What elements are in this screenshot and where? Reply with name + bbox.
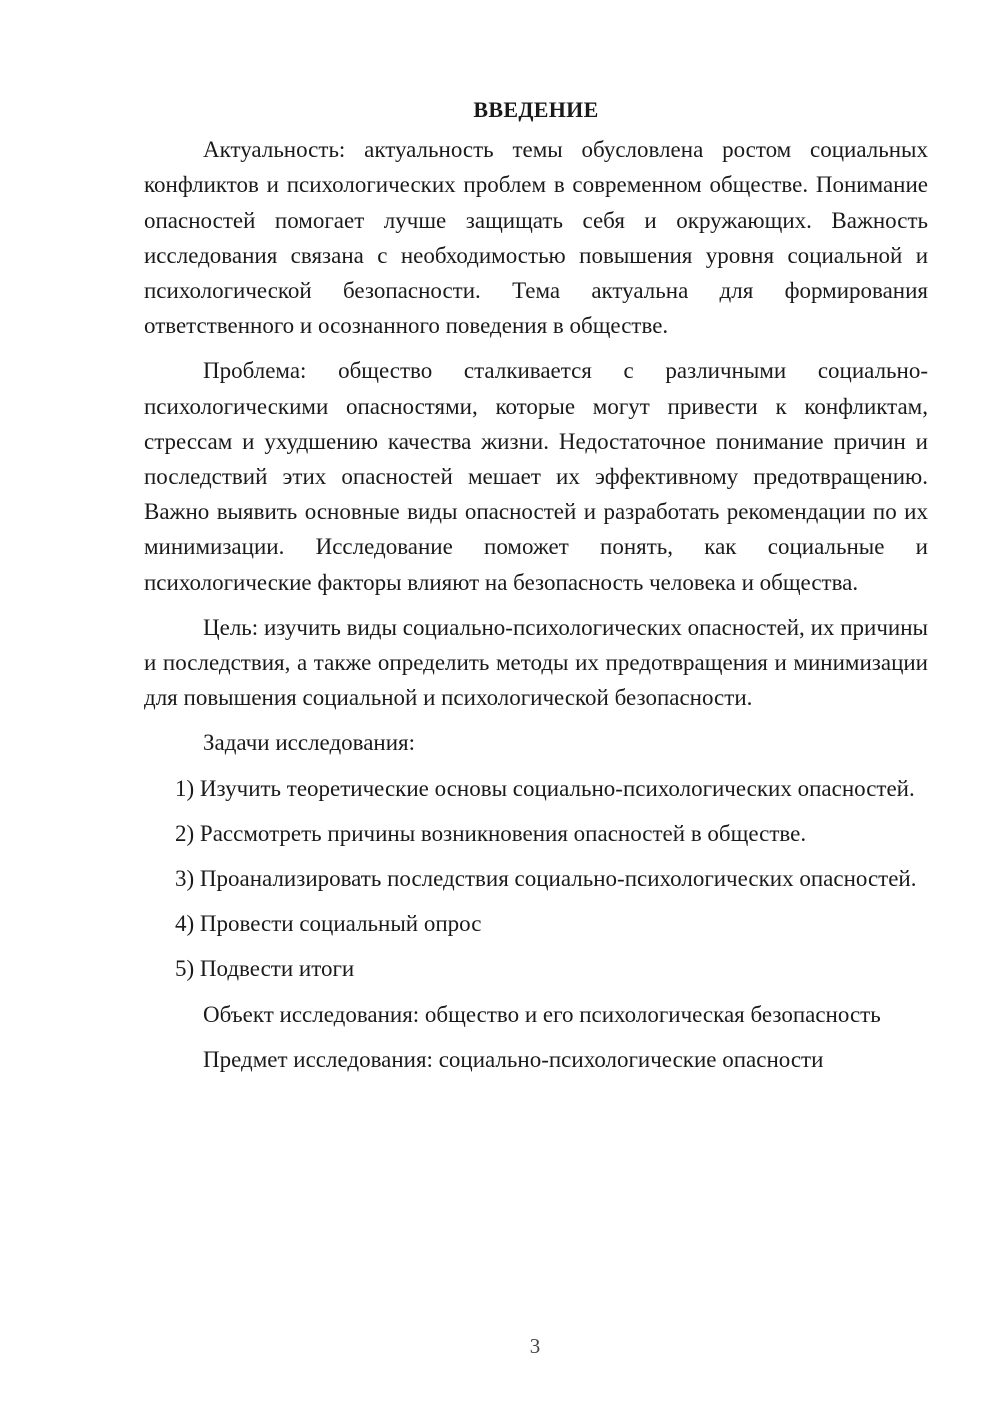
task-item-5: 5) Подвести итоги (175, 956, 355, 982)
task-item-4: 4) Провести социальный опрос (175, 911, 482, 937)
task-item-3: 3) Проанализировать последствия социально-психологических опасностей. (175, 866, 917, 892)
paragraph-problem: Проблема: общество сталкивается с различными социально-психологическими опасностями, которые могут привести к конфликтам, стрессам и ухудшению качества жизни. Недостаточное понимание причин и последствий этих опасностей мешает их эффективному предотвращению. Важно выявить основные виды опасностей и разработать рекомендации по их минимизации. Исследование поможет понять, как социальные и психологические факторы влияют на безопасность человека и общества. (144, 358, 928, 595)
page-content (144, 92, 928, 1087)
paragraph-goal: Цель: изучить виды социально-психологических опасностей, их причины и последствия, а также определить методы их предотвращения и минимизации для повышения социальной и психологической безопасности. (144, 614, 928, 711)
tasks-heading: Задачи исследования: (203, 730, 416, 756)
paragraph-object: Объект исследования: общество и его психологическая безопасность (203, 1001, 881, 1027)
task-item-1: 1) Изучить теоретические основы социально-психологических опасностей. (175, 775, 915, 801)
paragraph-relevance: Актуальность: актуальность темы обусловлена ростом социальных конфликтов и психологических проблем в современном обществе. Понимание опасностей помогает лучше защищать себя и окружающих. Важность исследования связана с необходимостью повышения уровня социальной и психологической безопасности. Тема актуальна для формирования ответственного и осознанного поведения в обществе. (144, 137, 928, 339)
section-title: ВВЕДЕНИЕ (473, 97, 599, 122)
paragraph-subject: Предмет исследования: социально-психологические опасности (203, 1046, 824, 1072)
page-number: 3 (529, 1334, 541, 1358)
task-item-2: 2) Рассмотреть причины возникновения опасностей в обществе. (175, 820, 807, 846)
